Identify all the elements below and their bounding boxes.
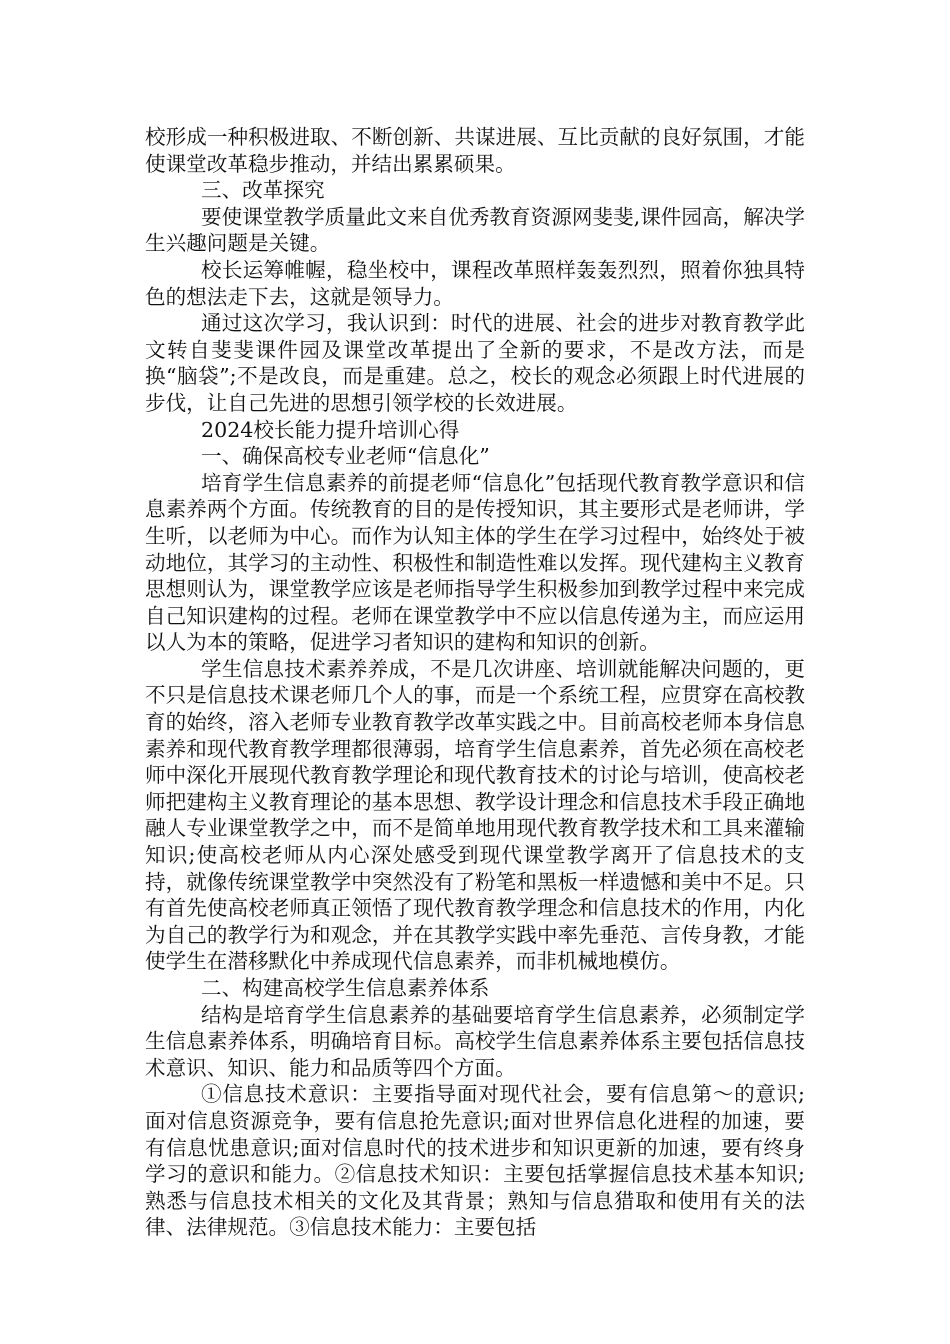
section-heading: 二、构建高校学生信息素养体系: [201, 976, 490, 1000]
paragraph: 培育学生信息素养的前提老师“信息化”包括现代教育教学意识和信息素养两个方面。传统教育的目的是传授知识，其主要形式是老师讲，学生听，以老师为中心。而作为认知主体的学生在学习过程中，始终处于被动地位，其学习的主动性、积极性和制造性难以发挥。现代建构主义教育思想则认为，课堂教学应该是老师指导学生积极参加到教学过程中来完成自己知识建构的过程。老师在课堂教学中不应以信息传递为主，而应运用以人为本的策略，促进学习者知识的建构和知识的创新。: [145, 470, 805, 655]
document-body: [145, 124, 805, 1241]
section-heading: 三、改革探究: [201, 178, 325, 203]
paragraph: 校形成一种积极进取、不断创新、共谋进展、互比贡献的良好氛围，才能使课堂改革稳步推动，并结出累累硕果。: [145, 125, 805, 176]
paragraph: 学生信息技术素养养成，不是几次讲座、培训就能解决问题的，更不只是信息技术课老师几个人的事，而是一个系统工程，应贯穿在高校教育的始终，溶入老师专业教育教学改革实践之中。目前高校老师本身信息素养和现代教育教学理都很薄弱，培育学生信息素养，首先必须在高校老师中深化开展现代教育教学理论和现代教育技术的讨论与培训，使高校老师把建构主义教育理论的基本思想、教学设计理念和信息技术手段正确地融人专业课堂教学之中，而不是简单地用现代教育教学技术和工具来灌输知识;使高校老师从内心深处感受到现代课堂教学离开了信息技术的支持，就像传统课堂教学中突然没有了粉笔和黑板一样遗憾和美中不足。只有首先使高校老师真正领悟了现代教育教学理念和信息技术的作用，内化为自己的教学行为和观念，并在其教学实践中率先垂范、言传身教，才能使学生在潜移默化中养成现代信息素养，而非机械地模仿。: [145, 656, 805, 974]
paragraph: 通过这次学习，我认识到：时代的进展、社会的进步对教育教学此文转自斐斐课件园及课堂改革提出了全新的要求，不是改方法，而是换“脑袋”;不是改良，而是重建。总之，校长的观念必须跟上时代进展的步伐，让自己先进的思想引领学校的长效进展。: [145, 311, 805, 415]
paragraph: 校长运筹帷幄，稳坐校中，课程改革照样轰轰烈烈，照着你独具特色的想法走下去，这就是领导力。: [145, 257, 805, 309]
paragraph: 结构是培育学生信息素养的基础要培育学生信息素养，必须制定学生信息素养体系，明确培育目标。高校学生信息素养体系主要包括信息技术意识、知识、能力和品质等四个方面。: [145, 1002, 805, 1080]
section-heading: 一、确保高校专业老师“信息化”: [201, 444, 490, 469]
paragraph: ①信息技术意识：主要指导面对现代社会，要有信息第〜的意识;面对信息资源竞争，要有信息抢先意识;面对世界信息化进程的加速，要有信息忧患意识;面对信息时代的技术进步和知识更新的加速，要有终身学习的意识和能力。②信息技术知识：主要包括掌握信息技术基本知识;熟悉与信息技术相关的文化及其背景；熟知与信息猎取和使用有关的法律、法律规范。③信息技术能力：主要包括: [145, 1082, 805, 1240]
document-title: 2024校长能力提升培训心得: [201, 417, 460, 442]
paragraph: 要使课堂教学质量此文来自优秀教育资源网斐斐,课件园高，解决学生兴趣问题是关键。: [145, 204, 805, 256]
